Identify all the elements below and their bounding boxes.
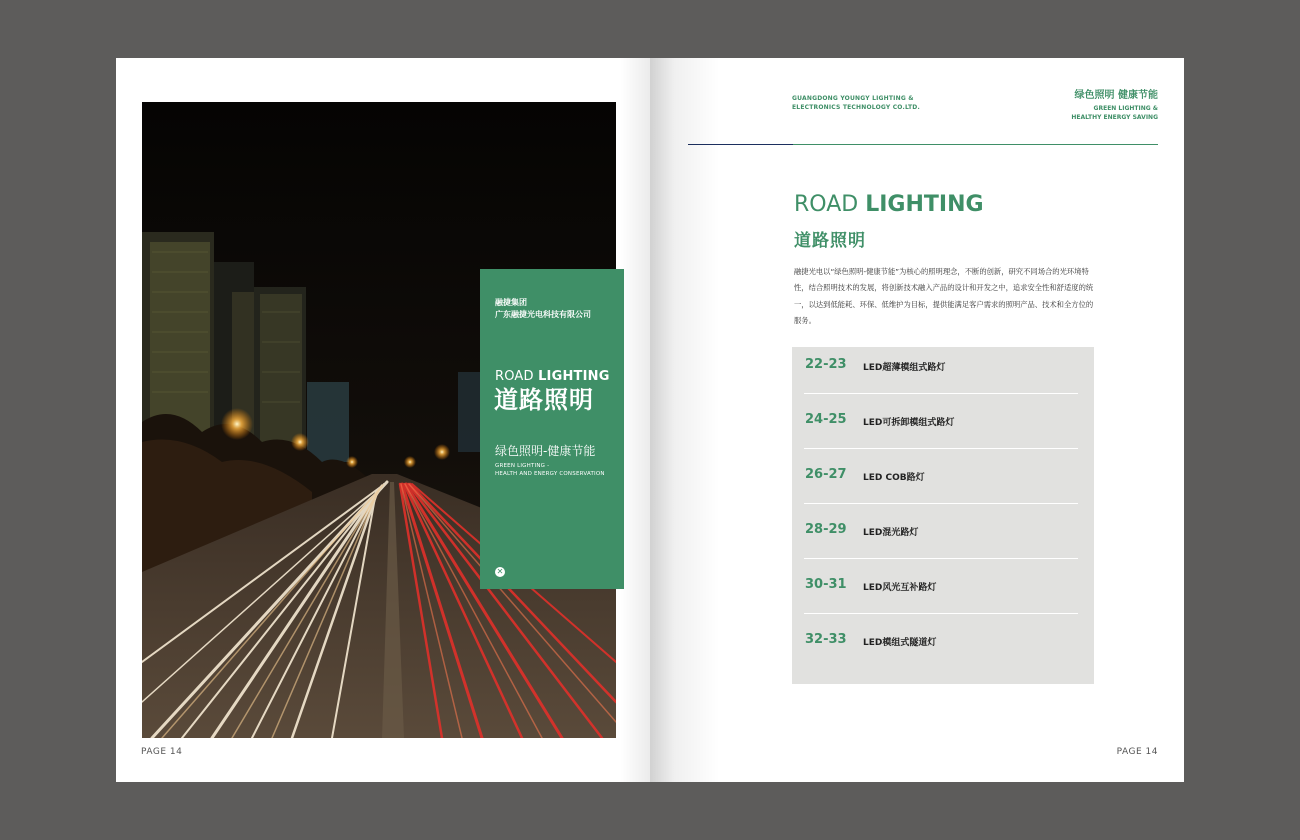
panel-slogan-en-line2: HEALTH AND ENERGY CONSERVATION [495, 471, 605, 477]
toc-page-range: 22-23 [805, 357, 847, 372]
toc-product-name: LED超薄模组式路灯 [863, 363, 946, 373]
section-intro: 融捷光电以“绿色照明-健康节能”为核心的照明理念，不断的创新，研究不同场合的光环境特性，结合照明技术的发展，将创新技术融入产品的设计和开发之中，追求安全性和舒适度的统一，以达到低能耗、环保、低维护为目标，提供能满足客户需求的照明产品、技术和全方位的服务。 [794, 267, 1094, 325]
header-company-line1: GUANGDONG YOUNGY LIGHTING & [792, 95, 914, 102]
toc-product-name: LED风光互补路灯 [863, 583, 937, 593]
toc-page-range: 30-31 [805, 577, 847, 592]
toc-page-range: 28-29 [805, 522, 847, 537]
panel-title-en-prefix: ROAD [495, 369, 539, 384]
panel-title-en-bold: LIGHTING [538, 369, 610, 384]
toc-page-range: 32-33 [805, 632, 847, 647]
header-company-line2: ELECTRONICS TECHNOLOGY CO.LTD. [792, 104, 920, 111]
company-full-name: 广东融捷光电科技有限公司 [495, 310, 591, 319]
toc-divider [804, 503, 1078, 504]
table-of-contents [792, 347, 1094, 684]
toc-divider [804, 558, 1078, 559]
panel-slogan-en-line1: GREEN LIGHTING - [495, 463, 550, 469]
toc-item[interactable] [792, 347, 1094, 402]
close-circle-icon: ✕ [496, 567, 504, 576]
header-slogan-en-line1: GREEN LIGHTING & [1093, 105, 1158, 112]
panel-slogan-cn: 绿色照明-健康节能 [495, 444, 596, 458]
toc-product-name: LED可拆卸模组式路灯 [863, 418, 955, 428]
toc-item[interactable] [792, 622, 1094, 677]
toc-divider [804, 613, 1078, 614]
brochure-spread [116, 58, 1184, 782]
toc-item[interactable] [792, 457, 1094, 512]
header-divider-accent [688, 144, 793, 145]
toc-item[interactable] [792, 567, 1094, 622]
page-number-left: PAGE 14 [141, 747, 183, 757]
header-slogan-en-line2: HEALTHY ENERGY SAVING [1071, 114, 1158, 121]
toc-item[interactable] [792, 512, 1094, 567]
right-page [650, 58, 1184, 782]
section-title-en-bold: LIGHTING [865, 192, 984, 217]
header-slogan-en [1071, 104, 1158, 122]
panel-title-en [495, 369, 610, 385]
header-slogan-cn: 绿色照明 健康节能 [1074, 90, 1158, 101]
section-cover-panel [480, 269, 624, 589]
toc-product-name: LED混光路灯 [863, 528, 919, 538]
toc-divider [804, 393, 1078, 394]
section-title-en [794, 192, 984, 217]
toc-page-range: 26-27 [805, 467, 847, 482]
panel-company-name [495, 297, 591, 321]
toc-item[interactable] [792, 402, 1094, 457]
panel-title-cn: 道路照明 [494, 386, 594, 414]
header-company-en [792, 94, 920, 112]
section-title-cn: 道路照明 [794, 231, 866, 251]
company-group-name: 融捷集团 [495, 298, 527, 307]
toc-divider [804, 448, 1078, 449]
toc-page-range: 24-25 [805, 412, 847, 427]
left-page [116, 58, 650, 782]
panel-slogan-en [495, 462, 605, 478]
section-title-en-prefix: ROAD [794, 192, 866, 217]
toc-product-name: LED COB路灯 [863, 473, 925, 483]
page-number-right: PAGE 14 [1116, 747, 1158, 757]
toc-product-name: LED模组式隧道灯 [863, 638, 937, 648]
